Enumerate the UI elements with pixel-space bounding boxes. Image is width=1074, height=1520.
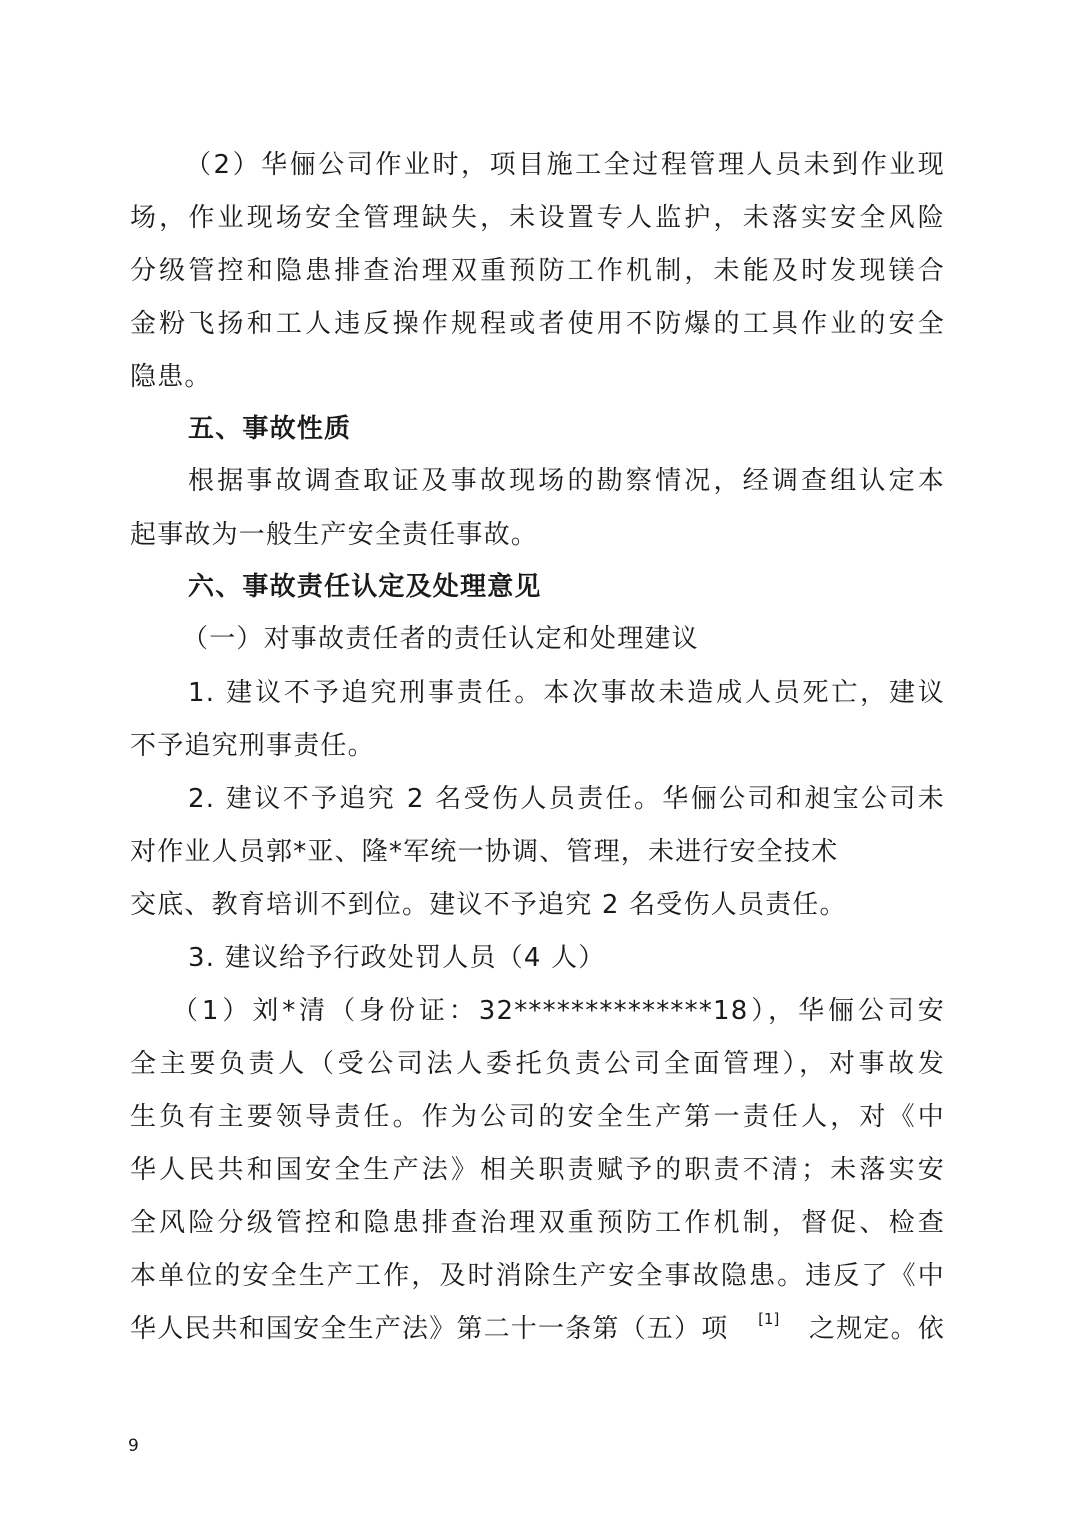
subsection-heading: （一）对事故责任者的责任认定和处理建议: [182, 624, 699, 654]
paragraph-line: 1. 建议不予追究刑事责任。本次事故未造成人员死亡，建议: [188, 678, 945, 708]
paragraph-line: 全主要负责人（受公司法人委托负责公司全面管理），对事故发: [130, 1049, 945, 1079]
page-number: 9: [128, 1436, 139, 1456]
paragraph-line: （2）华俪公司作业时，项目施工全过程管理人员未到作业现: [185, 150, 945, 180]
section-heading-nature: 五、事故性质: [188, 414, 352, 444]
paragraph-line: 根据事故调查取证及事故现场的勘察情况，经调查组认定本: [188, 466, 945, 496]
paragraph-line: 不予追究刑事责任。: [130, 731, 375, 761]
paragraph-line: 起事故为一般生产安全责任事故。: [130, 520, 539, 550]
section-heading-responsibility: 六、事故责任认定及处理意见: [188, 572, 542, 602]
paragraph-line: 本单位的安全生产工作，及时消除生产安全事故隐患。违反了《中: [130, 1261, 945, 1291]
paragraph-text: 之规定。依: [808, 1314, 945, 1344]
paragraph-line: 场，作业现场安全管理缺失，未设置专人监护，未落实安全风险: [130, 203, 945, 233]
paragraph-line: 金粉飞扬和工人违反操作规程或者使用不防爆的工具作业的安全: [130, 309, 945, 339]
paragraph-line: （1）刘*清（身份证：32**************18），华俪公司安: [172, 996, 945, 1026]
paragraph-line-with-footnote: [130, 1311, 945, 1347]
paragraph-line: 华人民共和国安全生产法》相关职责赋予的职责不清；未落实安: [130, 1155, 945, 1185]
paragraph-line: 全风险分级管控和隐患排查治理双重预防工作机制，督促、检查: [130, 1208, 945, 1238]
paragraph-line: 对作业人员郭*亚、隆*军统一协调、管理，未进行安全技术: [130, 837, 839, 867]
paragraph-line: 交底、教育培训不到位。建议不予追究 2 名受伤人员责任。: [130, 890, 847, 920]
paragraph-line: 3. 建议给予行政处罚人员（4 人）: [188, 943, 606, 973]
paragraph-line: 隐患。: [130, 362, 212, 392]
paragraph-line: 2. 建议不予追究 2 名受伤人员责任。华俪公司和昶宝公司未: [188, 784, 945, 814]
paragraph-line: 分级管控和隐患排查治理双重预防工作机制，未能及时发现镁合: [130, 256, 945, 286]
paragraph-text: 华人民共和国安全生产法》第二十一条第（五）项: [130, 1314, 729, 1344]
paragraph-line: 生负有主要领导责任。作为公司的安全生产第一责任人，对《中: [130, 1102, 945, 1132]
footnote-reference[interactable]: [1]: [758, 1310, 780, 1328]
